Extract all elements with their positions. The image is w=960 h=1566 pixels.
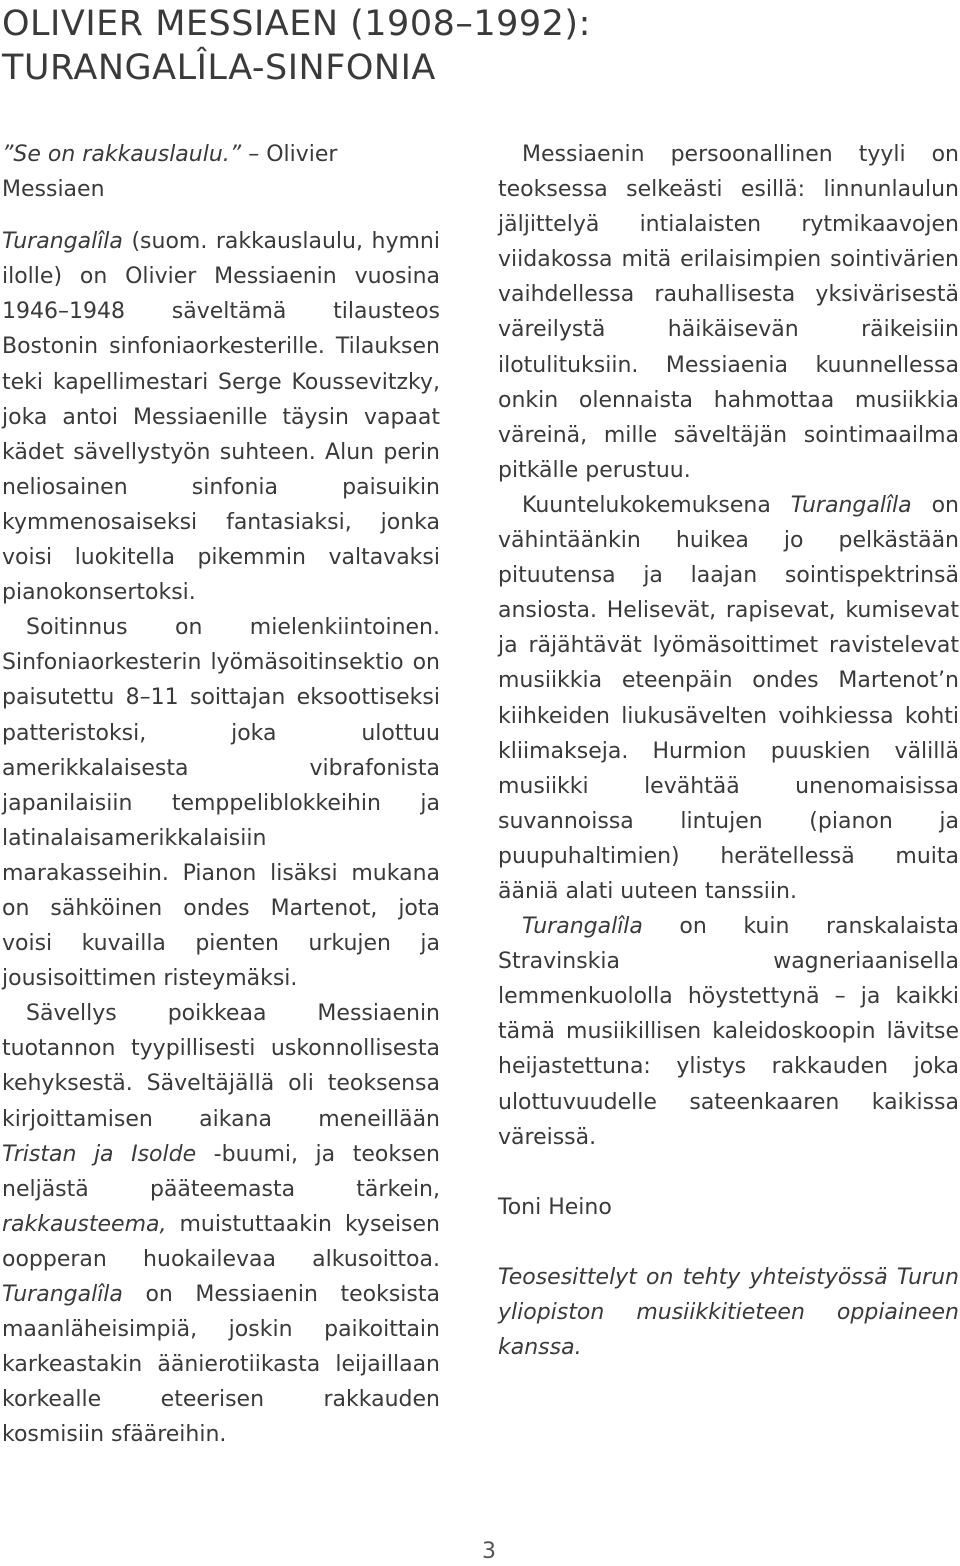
page-number: 3: [482, 1539, 496, 1564]
credit-note: Teosesittelyt on tehty yhteistyössä Turun yliopiston musiikkitieteen oppiaineen kanssa.: [498, 1264, 959, 1360]
author-signature: Toni Heino: [498, 1194, 612, 1220]
spacer: [498, 1225, 959, 1260]
intro-paragraph: [2, 224, 440, 610]
work-title-italic-3: Turangalîla: [790, 492, 912, 518]
right-column: [498, 137, 959, 1365]
tristan-italic: Tristan ja Isolde: [2, 1141, 197, 1167]
work-title-italic-2: Turangalîla: [2, 1282, 123, 1307]
quote-open-mark: ”: [2, 142, 14, 167]
listening-text-a: Kuuntelukokemuksena: [522, 492, 791, 518]
summary-paragraph: [498, 909, 959, 1155]
quote-author: Olivier Messiaen: [2, 142, 338, 203]
quote-text: Se on rakkauslaulu.”: [13, 142, 242, 167]
influence-text-d: on Messiaenin teoksista maanläheisimpiä, joskin paikoittain karkeastakin äänierotiikasta leijaillaan korkealle eteerisen rakkauden kosmisiin sfääreihin.: [2, 1282, 440, 1448]
love-theme-italic: rakkausteema,: [2, 1211, 167, 1237]
summary-text: on kuin ranskalaista Stravinskia wagneriaanisella lemmenkuololla höystettynä – ja kaikki tämä musiikillisen kaleidoskoopin lävitse heijastettuna: ylistys rakkauden joka ulottuvuudelle sateenkaaren kaikissa väreissä.: [498, 914, 959, 1150]
work-title-italic-4: Turangalîla: [522, 914, 643, 940]
intro-paragraph-text: (suom. rakkauslaulu, hymni ilolle) on Olivier Messiaenin vuosina 1946–1948 säveltämä tilausteos Bostonin sinfoniaorkesterille. Tilauksen teki kapellimestari Serge Koussevitzky, joka antoi Messiaenille täysin vapaat kädet sävellystyön suhteen. Alun perin neliosainen sinfonia paisuikin kymmenosaiseksi fantasiaksi, jonka voisi luokitella pikemmin valtavaksi pianokonsertoksi.: [2, 229, 440, 606]
listening-text-b: on vähintäänkin huikea jo pelkästään pituutensa ja laajan sointispektrinsä ansiosta. Helisevät, rapisevat, kumisevat ja räjähtävät lyömäsoittimet ravistelevat musiikkia eteenpäin ondes Martenot’n kiihkeiden liukusävelten voihkiessa kohti kliimakseja. Hurmion puuskien välillä musiikki levähtää unenomaisissa suvannoissa lintujen (pianon ja puupuhaltimien) herätellessä muita ääniä alati uuteen tanssiin.: [498, 492, 959, 904]
work-title-italic: Turangalîla: [2, 229, 123, 255]
influence-paragraph: [2, 996, 440, 1452]
left-column: [2, 137, 440, 1452]
listening-paragraph: [498, 488, 959, 909]
epigraph-quote: [2, 137, 440, 207]
orchestration-paragraph: Soitinnus on mielenkiintoinen. Sinfoniaorkesterin lyömäsoitinsektio on paisutettu 8–11 soittajan eksoottiseksi patteristoksi, joka ulottuu amerikkalaisesta vibrafonista japanilaisiin temppeliblokkeihin ja latinalaisamerikkalaisiin marakasseihin. Pianon lisäksi mukana on sähköinen ondes Martenot, jota voisi kuvailla pienten urkujen ja jousisoittimen risteymäksi.: [2, 615, 440, 992]
influence-text-a: Sävellys poikkeaa Messiaenin tuotannon tyypillisesti uskonnollisesta kehyksestä. Säveltäjällä oli teoksensa kirjoittamisen aikana meneillään: [2, 1001, 440, 1132]
influence-text-b: -buumi, ja teoksen neljästä pääteemasta tärkein,: [2, 1141, 440, 1202]
title-line-composer: OLIVIER MESSIAEN (1908–1992):: [2, 4, 591, 44]
spacer: [498, 1155, 959, 1190]
title-line-work: TURANGALÎLA-SINFONIA: [2, 48, 436, 88]
page-title: [2, 2, 942, 90]
influence-text-c: muistuttaakin kyseisen oopperan huokailevaa alkusoittoa.: [2, 1211, 440, 1272]
style-paragraph: Messiaenin persoonallinen tyyli on teoksessa selkeästi esillä: linnunlaulun jäljittelyä intialaisten rytmikaavojen viidakossa mitä erilaisimpien sointivärien vaihdellessa rauhallisesta yksivärisestä väreilystä häikäisevän räikeisiin ilotulituksiin. Messiaenia kuunnellessa onkin olennaista hahmottaa musiikkia väreinä, mille säveltäjän sointimaailma pitkälle perustuu.: [498, 142, 959, 483]
quote-dash: –: [248, 142, 260, 167]
